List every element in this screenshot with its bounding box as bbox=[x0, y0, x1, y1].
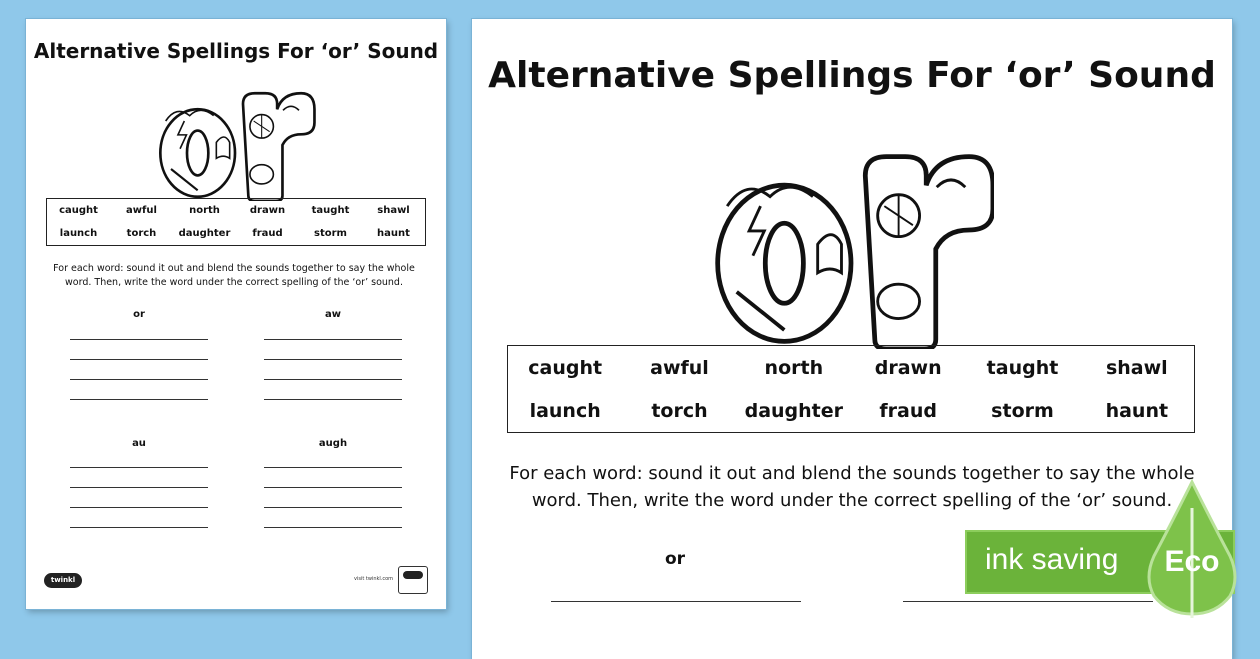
answer-line bbox=[70, 339, 208, 340]
answer-line bbox=[264, 467, 402, 468]
answer-line bbox=[70, 467, 208, 468]
answer-line bbox=[70, 399, 208, 400]
word-torch: torch bbox=[651, 399, 708, 422]
ink-saving-label: ink saving bbox=[985, 543, 1119, 576]
twinkl-logo: twinkl bbox=[44, 573, 82, 588]
word-caught: caught bbox=[59, 205, 98, 216]
or-bubble-letters-illustration-large bbox=[708, 149, 994, 349]
answer-line bbox=[264, 339, 402, 340]
answer-line bbox=[264, 379, 402, 380]
word-daughter: daughter bbox=[178, 228, 231, 239]
answer-line bbox=[70, 359, 208, 360]
worksheet-title: Alternative Spellings For ‘or’ Sound bbox=[33, 39, 439, 63]
footer-url: visit twinkl.com bbox=[354, 576, 394, 582]
answer-line bbox=[551, 601, 801, 602]
answer-line bbox=[264, 487, 402, 488]
instructions-large: For each word: sound it out and blend the sounds together to say the whole word. Then, write the word under the correct spelling of the ‘or’ sound. bbox=[509, 463, 1195, 511]
word-taught: taught bbox=[986, 356, 1059, 379]
word-launch: launch bbox=[59, 228, 98, 239]
word-drawn: drawn bbox=[249, 205, 286, 216]
word-haunt: haunt bbox=[377, 228, 410, 239]
worksheet-thumbnail bbox=[26, 19, 446, 609]
word-torch: torch bbox=[126, 228, 157, 239]
word-north: north bbox=[764, 356, 824, 379]
answer-line bbox=[264, 399, 402, 400]
heading-augh: augh bbox=[318, 438, 348, 449]
word-north: north bbox=[189, 205, 220, 216]
word-taught: taught bbox=[311, 205, 350, 216]
or-bubble-letters-illustration bbox=[154, 89, 316, 201]
eco-text: Eco bbox=[1164, 545, 1220, 578]
word-fraud: fraud bbox=[879, 399, 937, 422]
word-bank bbox=[46, 198, 426, 246]
heading-or: or bbox=[133, 309, 145, 320]
word-launch: launch bbox=[529, 399, 601, 422]
word-storm: storm bbox=[314, 228, 347, 239]
word-fraud: fraud bbox=[252, 228, 283, 239]
quality-badge-icon bbox=[398, 566, 428, 594]
word-shawl: shawl bbox=[1105, 356, 1168, 379]
answer-line bbox=[264, 359, 402, 360]
heading-au: au bbox=[132, 438, 146, 449]
word-caught: caught bbox=[528, 356, 603, 379]
word-awful: awful bbox=[650, 356, 709, 379]
worksheet-title-large: Alternative Spellings For ‘or’ Sound bbox=[488, 55, 1216, 96]
word-daughter: daughter bbox=[744, 399, 844, 422]
instructions: For each word: sound it out and blend the sounds together to say the whole word. Then, write the word under the correct spelling of the ‘or’ sound. bbox=[53, 263, 415, 288]
answer-line bbox=[264, 527, 402, 528]
heading-or-large: or bbox=[664, 549, 686, 569]
word-haunt: haunt bbox=[1105, 399, 1169, 422]
word-shawl: shawl bbox=[377, 205, 410, 216]
answer-line bbox=[903, 601, 1153, 602]
answer-line bbox=[70, 527, 208, 528]
word-drawn: drawn bbox=[874, 356, 942, 379]
answer-line bbox=[70, 487, 208, 488]
eco-leaf-drop-icon bbox=[1142, 478, 1242, 618]
word-bank-large bbox=[507, 345, 1195, 433]
answer-line bbox=[70, 507, 208, 508]
heading-aw: aw bbox=[325, 309, 341, 320]
word-awful: awful bbox=[126, 205, 157, 216]
answer-line bbox=[70, 379, 208, 380]
word-storm: storm bbox=[991, 399, 1054, 422]
answer-line bbox=[264, 507, 402, 508]
